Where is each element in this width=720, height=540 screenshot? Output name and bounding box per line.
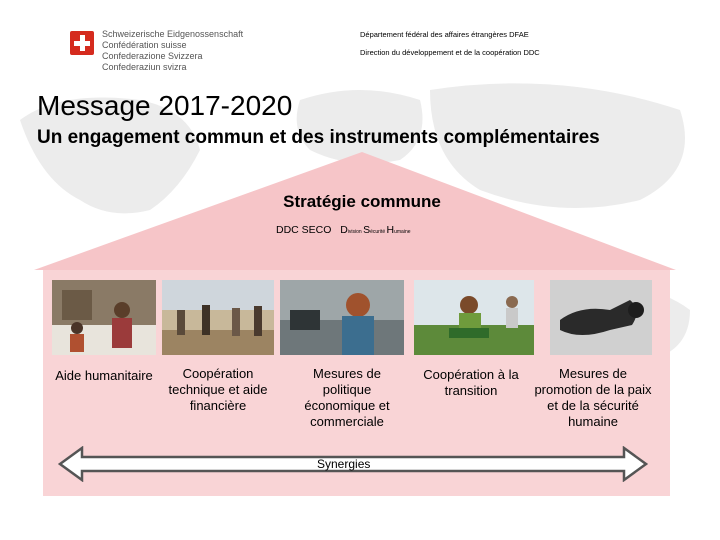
department-name: Département fédéral des affaires étrangères DFAE (360, 30, 529, 39)
directorate-name: Direction du développement et de la coopération DDC (360, 48, 540, 57)
pillar-label-humanitarian: Aide humanitaire (55, 368, 153, 383)
partner-s: S (363, 224, 371, 236)
partners-main: DDC SECO (276, 224, 332, 236)
confederation-name-fr: Confédération suisse (102, 40, 187, 50)
transition-photo (414, 280, 534, 355)
pillar-label-technical-cooperation: Coopération technique et aide financière (168, 366, 268, 413)
humanitarian-photo (52, 280, 156, 355)
synergies-label: Synergies (317, 457, 371, 471)
swiss-flag-logo (70, 31, 94, 55)
confederation-name-de: Schweizerische Eidgenossenschaft (102, 29, 244, 39)
peace-photo (550, 280, 652, 355)
confederation-name-it: Confederazione Svizzera (102, 51, 203, 61)
partner-h-rest: umaine (394, 229, 411, 235)
page-title: Message 2017-2020 (37, 90, 293, 121)
pillar-label-transition: Coopération à la transition (423, 367, 519, 398)
strategy-partners (276, 224, 411, 236)
partner-d-rest: ivision (347, 229, 364, 235)
page-subtitle: Un engagement commun et des instruments complémentaires (37, 127, 600, 148)
partner-h: H (386, 224, 395, 236)
strategy-heading: Stratégie commune (283, 192, 441, 211)
pillar-label-economic-policy: Mesures de politique économique et commerciale (304, 366, 390, 429)
technical-cooperation-photo (162, 280, 274, 355)
pillar-label-peace: Mesures de promotion de la paix et de la sécurité humaine (534, 366, 652, 429)
partner-d: D (340, 224, 348, 236)
partner-s-rest: écurité (370, 229, 387, 235)
confederation-name-rm: Confederaziun svizra (102, 62, 187, 72)
header (0, 0, 720, 80)
economic-policy-photo (280, 280, 404, 355)
confederation-names (102, 29, 243, 73)
